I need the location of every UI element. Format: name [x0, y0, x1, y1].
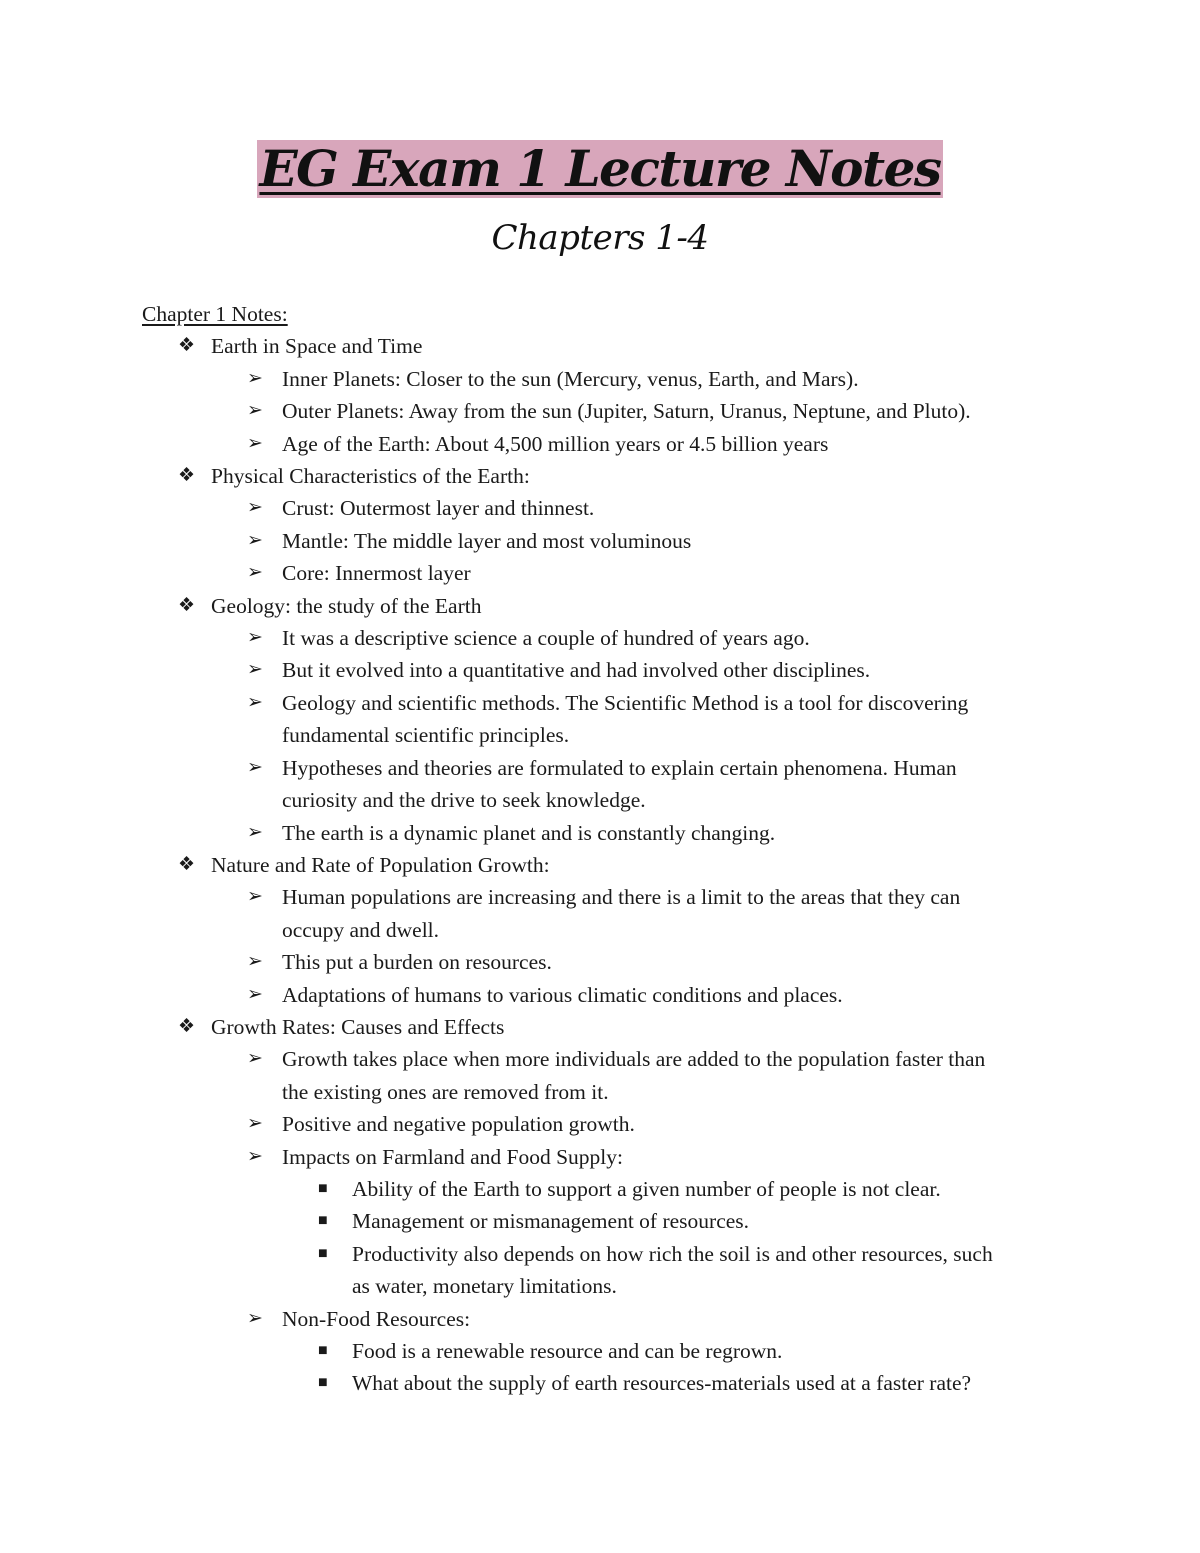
list-item — [0, 1108, 1200, 1140]
sub-list-item-text: Management or mismanagement of resources. — [352, 1209, 750, 1234]
arrow-bullet-icon: ➢ — [247, 562, 263, 584]
diamond-bullet-icon: ❖ — [178, 335, 196, 357]
sub-list-item-text: Productivity also depends on how rich the soil is and other resources, such — [352, 1241, 993, 1266]
list-item — [0, 752, 1200, 784]
list-item-text: Geology and scientific methods. The Scientific Method is a tool for discovering — [282, 690, 969, 715]
list-item-text: Crust: Outermost layer and thinnest. — [282, 496, 595, 521]
square-bullet-icon: ■ — [318, 1212, 328, 1230]
arrow-bullet-icon: ➢ — [247, 821, 263, 843]
diamond-bullet-icon: ❖ — [178, 853, 196, 875]
arrow-bullet-icon: ➢ — [247, 1048, 263, 1070]
list-item-text: But it evolved into a quantitative and had involved other disciplines. — [282, 658, 871, 683]
list-item-text: This put a burden on resources. — [282, 950, 552, 975]
list-item-text: Positive and negative population growth. — [282, 1112, 635, 1137]
sub-list-item — [0, 1367, 1200, 1399]
sub-list-item — [0, 1335, 1200, 1367]
list-item-text: Age of the Earth: About 4,500 million years or 4.5 billion years — [282, 431, 829, 456]
arrow-bullet-icon: ➢ — [247, 886, 263, 908]
arrow-bullet-icon: ➢ — [247, 367, 263, 389]
square-bullet-icon: ■ — [318, 1244, 328, 1262]
sub-list-item — [0, 1205, 1200, 1237]
sub-list-item-text: What about the supply of earth resources-materials used at a faster rate? — [352, 1371, 972, 1396]
list-item-text: Outer Planets: Away from the sun (Jupiter, Saturn, Uranus, Neptune, and Pluto). — [282, 399, 971, 424]
section-heading — [0, 460, 1200, 492]
list-item-text: occupy and dwell. — [282, 917, 440, 942]
list-item — [0, 979, 1200, 1011]
arrow-bullet-icon: ➢ — [247, 627, 263, 649]
list-item-continuation — [0, 914, 1200, 946]
section-label: Physical Characteristics of the Earth: — [211, 464, 530, 489]
chapter-heading: Chapter 1 Notes: — [142, 302, 288, 326]
arrow-bullet-icon: ➢ — [247, 1307, 263, 1329]
arrow-bullet-icon: ➢ — [247, 497, 263, 519]
diamond-bullet-icon: ❖ — [178, 594, 196, 616]
diamond-bullet-icon: ❖ — [178, 1015, 196, 1037]
list-item — [0, 557, 1200, 589]
sub-list-item — [0, 1238, 1200, 1270]
section-label: Geology: the study of the Earth — [211, 593, 482, 618]
list-item-text: Impacts on Farmland and Food Supply: — [282, 1144, 623, 1169]
subtitle-container — [0, 216, 1200, 260]
list-item-text: It was a descriptive science a couple of hundred of years ago. — [282, 626, 810, 651]
sub-list-item-text: Food is a renewable resource and can be regrown. — [352, 1339, 783, 1363]
document-subtitle: Chapters 1-4 — [491, 218, 709, 258]
list-item-text: Inner Planets: Closer to the sun (Mercury, venus, Earth, and Mars). — [282, 366, 859, 391]
section-label: Nature and Rate of Population Growth: — [211, 852, 550, 877]
list-item-text: Human populations are increasing and there is a limit to the areas that they can — [282, 885, 961, 910]
notes-body — [0, 298, 1200, 1400]
list-item-text: Non-Food Resources: — [282, 1306, 471, 1331]
list-item — [0, 622, 1200, 654]
list-item-text: fundamental scientific principles. — [282, 723, 570, 748]
arrow-bullet-icon: ➢ — [247, 691, 263, 713]
sub-list-item-text: Ability of the Earth to support a given number of people is not clear. — [352, 1176, 941, 1201]
list-item — [0, 395, 1200, 427]
list-item-continuation — [0, 784, 1200, 816]
section-heading — [0, 849, 1200, 881]
sub-list-item-text: as water, monetary limitations. — [352, 1274, 617, 1299]
arrow-bullet-icon: ➢ — [247, 951, 263, 973]
list-item — [0, 1303, 1200, 1335]
sub-list-item-continuation — [0, 1270, 1200, 1302]
list-item-text: Core: Innermost layer — [282, 561, 471, 586]
sub-list-item — [0, 1173, 1200, 1205]
list-item — [0, 492, 1200, 524]
list-item — [0, 946, 1200, 978]
list-item-text: Growth takes place when more individuals are added to the population faster than — [282, 1047, 986, 1072]
list-item — [0, 687, 1200, 719]
arrow-bullet-icon: ➢ — [247, 756, 263, 778]
list-item-continuation — [0, 719, 1200, 751]
square-bullet-icon: ■ — [318, 1179, 328, 1197]
list-item — [0, 1043, 1200, 1075]
list-item — [0, 817, 1200, 849]
section-label: Growth Rates: Causes and Effects — [211, 1014, 505, 1039]
arrow-bullet-icon: ➢ — [247, 659, 263, 681]
section-heading — [0, 590, 1200, 622]
list-item — [0, 525, 1200, 557]
section-heading — [0, 330, 1200, 362]
list-item — [0, 881, 1200, 913]
arrow-bullet-icon: ➢ — [247, 983, 263, 1005]
section-heading — [0, 1011, 1200, 1043]
list-item-text: The earth is a dynamic planet and is constantly changing. — [282, 820, 776, 845]
chapter-heading-row — [0, 298, 1200, 330]
title-container — [0, 140, 1200, 198]
list-item — [0, 1141, 1200, 1173]
arrow-bullet-icon: ➢ — [247, 1113, 263, 1135]
section-label: Earth in Space and Time — [211, 334, 423, 359]
arrow-bullet-icon: ➢ — [247, 432, 263, 454]
list-item — [0, 363, 1200, 395]
diamond-bullet-icon: ❖ — [178, 465, 196, 487]
list-item-text: the existing ones are removed from it. — [282, 1079, 609, 1104]
square-bullet-icon: ■ — [318, 1342, 328, 1359]
arrow-bullet-icon: ➢ — [247, 1145, 263, 1167]
list-item — [0, 428, 1200, 460]
document-title: EG Exam 1 Lecture Notes — [259, 139, 941, 198]
arrow-bullet-icon: ➢ — [247, 400, 263, 422]
square-bullet-icon: ■ — [318, 1374, 328, 1392]
list-item-text: Adaptations of humans to various climatic conditions and places. — [282, 982, 843, 1007]
list-item — [0, 654, 1200, 686]
list-item-text: Hypotheses and theories are formulated to explain certain phenomena. Human — [282, 755, 957, 780]
list-item-text: Mantle: The middle layer and most voluminous — [282, 528, 692, 553]
list-item-continuation — [0, 1076, 1200, 1108]
list-item-text: curiosity and the drive to seek knowledge. — [282, 788, 646, 813]
arrow-bullet-icon: ➢ — [247, 529, 263, 551]
